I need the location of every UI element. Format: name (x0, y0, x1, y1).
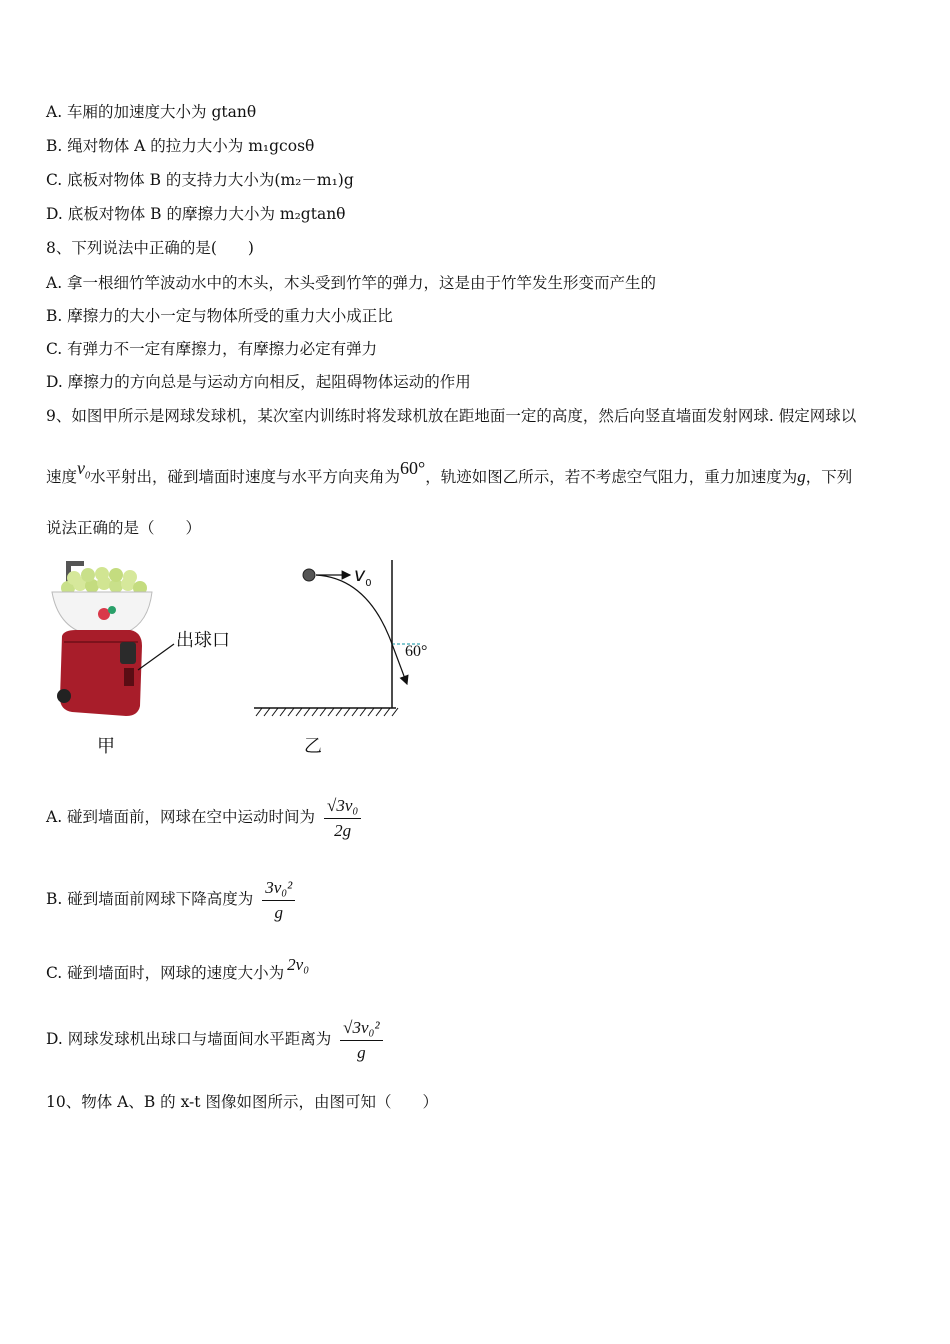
q9-stem-line1: 9、如图甲所示是网球发球机，某次室内训练时将发球机放在距地面一定的高度，然后向竖直墙面发射网球. 假定网球以 (46, 407, 857, 425)
q9-option-a-text: A. 碰到墙面前，网球在空中运动时间为 (46, 808, 316, 826)
q9-stem-part-a: 速度 (46, 468, 78, 486)
ball-outlet (120, 642, 136, 664)
v0-subscript: 0 (85, 470, 91, 482)
q8-stem: 8、下列说法中正确的是( ) (46, 239, 254, 257)
angle-value: 60° (400, 458, 426, 478)
q9-stem-part-b: 水平射出，碰到墙面时速度与水平方向夹角为 (90, 468, 401, 486)
q9-stem-line2 (46, 458, 852, 503)
v0-label-letter: v (354, 564, 366, 586)
q7-option-a: A. 车厢的加速度大小为 gtanθ (46, 103, 257, 121)
trajectory-figure (248, 556, 448, 726)
q9-option-a (46, 790, 361, 844)
q9-option-b-numerator: 3v₀² (262, 876, 295, 901)
angle-label: 60° (405, 643, 428, 660)
q9-option-c-expression: 2v₀ (287, 955, 310, 974)
launcher-wheel (57, 689, 71, 703)
q9-option-b-denominator: g (274, 902, 283, 922)
figure-yi-label: 乙 (304, 736, 322, 757)
q10-stem: 10、物体 A、B 的 x-t 图像如图所示，由图可知（ ） (46, 1093, 438, 1111)
outlet-pointer-line (138, 644, 174, 670)
q9-option-d-fraction (340, 1016, 382, 1065)
q9-stem-part-d: ，下列 (805, 468, 853, 486)
q8-option-b: B. 摩擦力的大小一定与物体所受的重力大小成正比 (46, 307, 393, 325)
outlet-label: 出球口 (176, 630, 230, 651)
q9-option-d-numerator: √3v₀² (340, 1016, 382, 1041)
launcher-logo-dot (108, 606, 116, 614)
q7-option-c: C. 底板对物体 B 的支持力大小为(m₂－m₁)g (46, 171, 354, 189)
ground-hatching (256, 708, 398, 716)
tennis-balls (61, 567, 147, 595)
figure-jia-label: 甲 (97, 736, 115, 757)
v0-letter: v (77, 458, 86, 478)
q9-option-b-text: B. 碰到墙面前网球下降高度为 (46, 890, 254, 908)
q8-option-a: A. 拿一根细竹竿波动水中的木头，木头受到竹竿的弹力，这是由于竹竿发生形变而产生的 (46, 274, 657, 292)
g-symbol: g (797, 467, 806, 486)
q9-option-b-fraction (262, 876, 295, 925)
q7-option-b: B. 绳对物体 A 的拉力大小为 m₁gcosθ (46, 137, 315, 155)
v0-symbol (77, 458, 91, 482)
q9-option-d (46, 1012, 383, 1066)
q9-option-c-text: C. 碰到墙面时，网球的速度大小为 (46, 964, 285, 982)
q9-stem-line3: 说法正确的是（ ） (46, 519, 202, 537)
q9-option-d-text: D. 网球发球机出球口与墙面间水平距离为 (46, 1030, 332, 1048)
v0-label-sub: 0 (365, 577, 372, 589)
ball (303, 569, 315, 581)
launcher-vent (124, 668, 134, 686)
q9-option-c (46, 955, 310, 988)
q9-option-b (46, 872, 295, 926)
q9-option-a-numerator: √3v₀ (324, 794, 361, 819)
q9-option-a-fraction (324, 794, 361, 843)
q7-option-d: D. 底板对物体 B 的摩擦力大小为 m₂gtanθ (46, 205, 346, 223)
q8-option-c: C. 有弹力不一定有摩擦力，有摩擦力必定有弹力 (46, 340, 378, 358)
q9-option-a-denominator: 2g (334, 820, 352, 840)
v0-label (354, 564, 372, 589)
q8-option-d: D. 摩擦力的方向总是与运动方向相反，起阻碍物体运动的作用 (46, 373, 471, 391)
q9-stem-part-c: ，轨迹如图乙所示，若不考虑空气阻力，重力加速度为 (425, 468, 798, 486)
q9-option-d-denominator: g (357, 1042, 366, 1062)
launcher-handle-top (66, 561, 84, 566)
